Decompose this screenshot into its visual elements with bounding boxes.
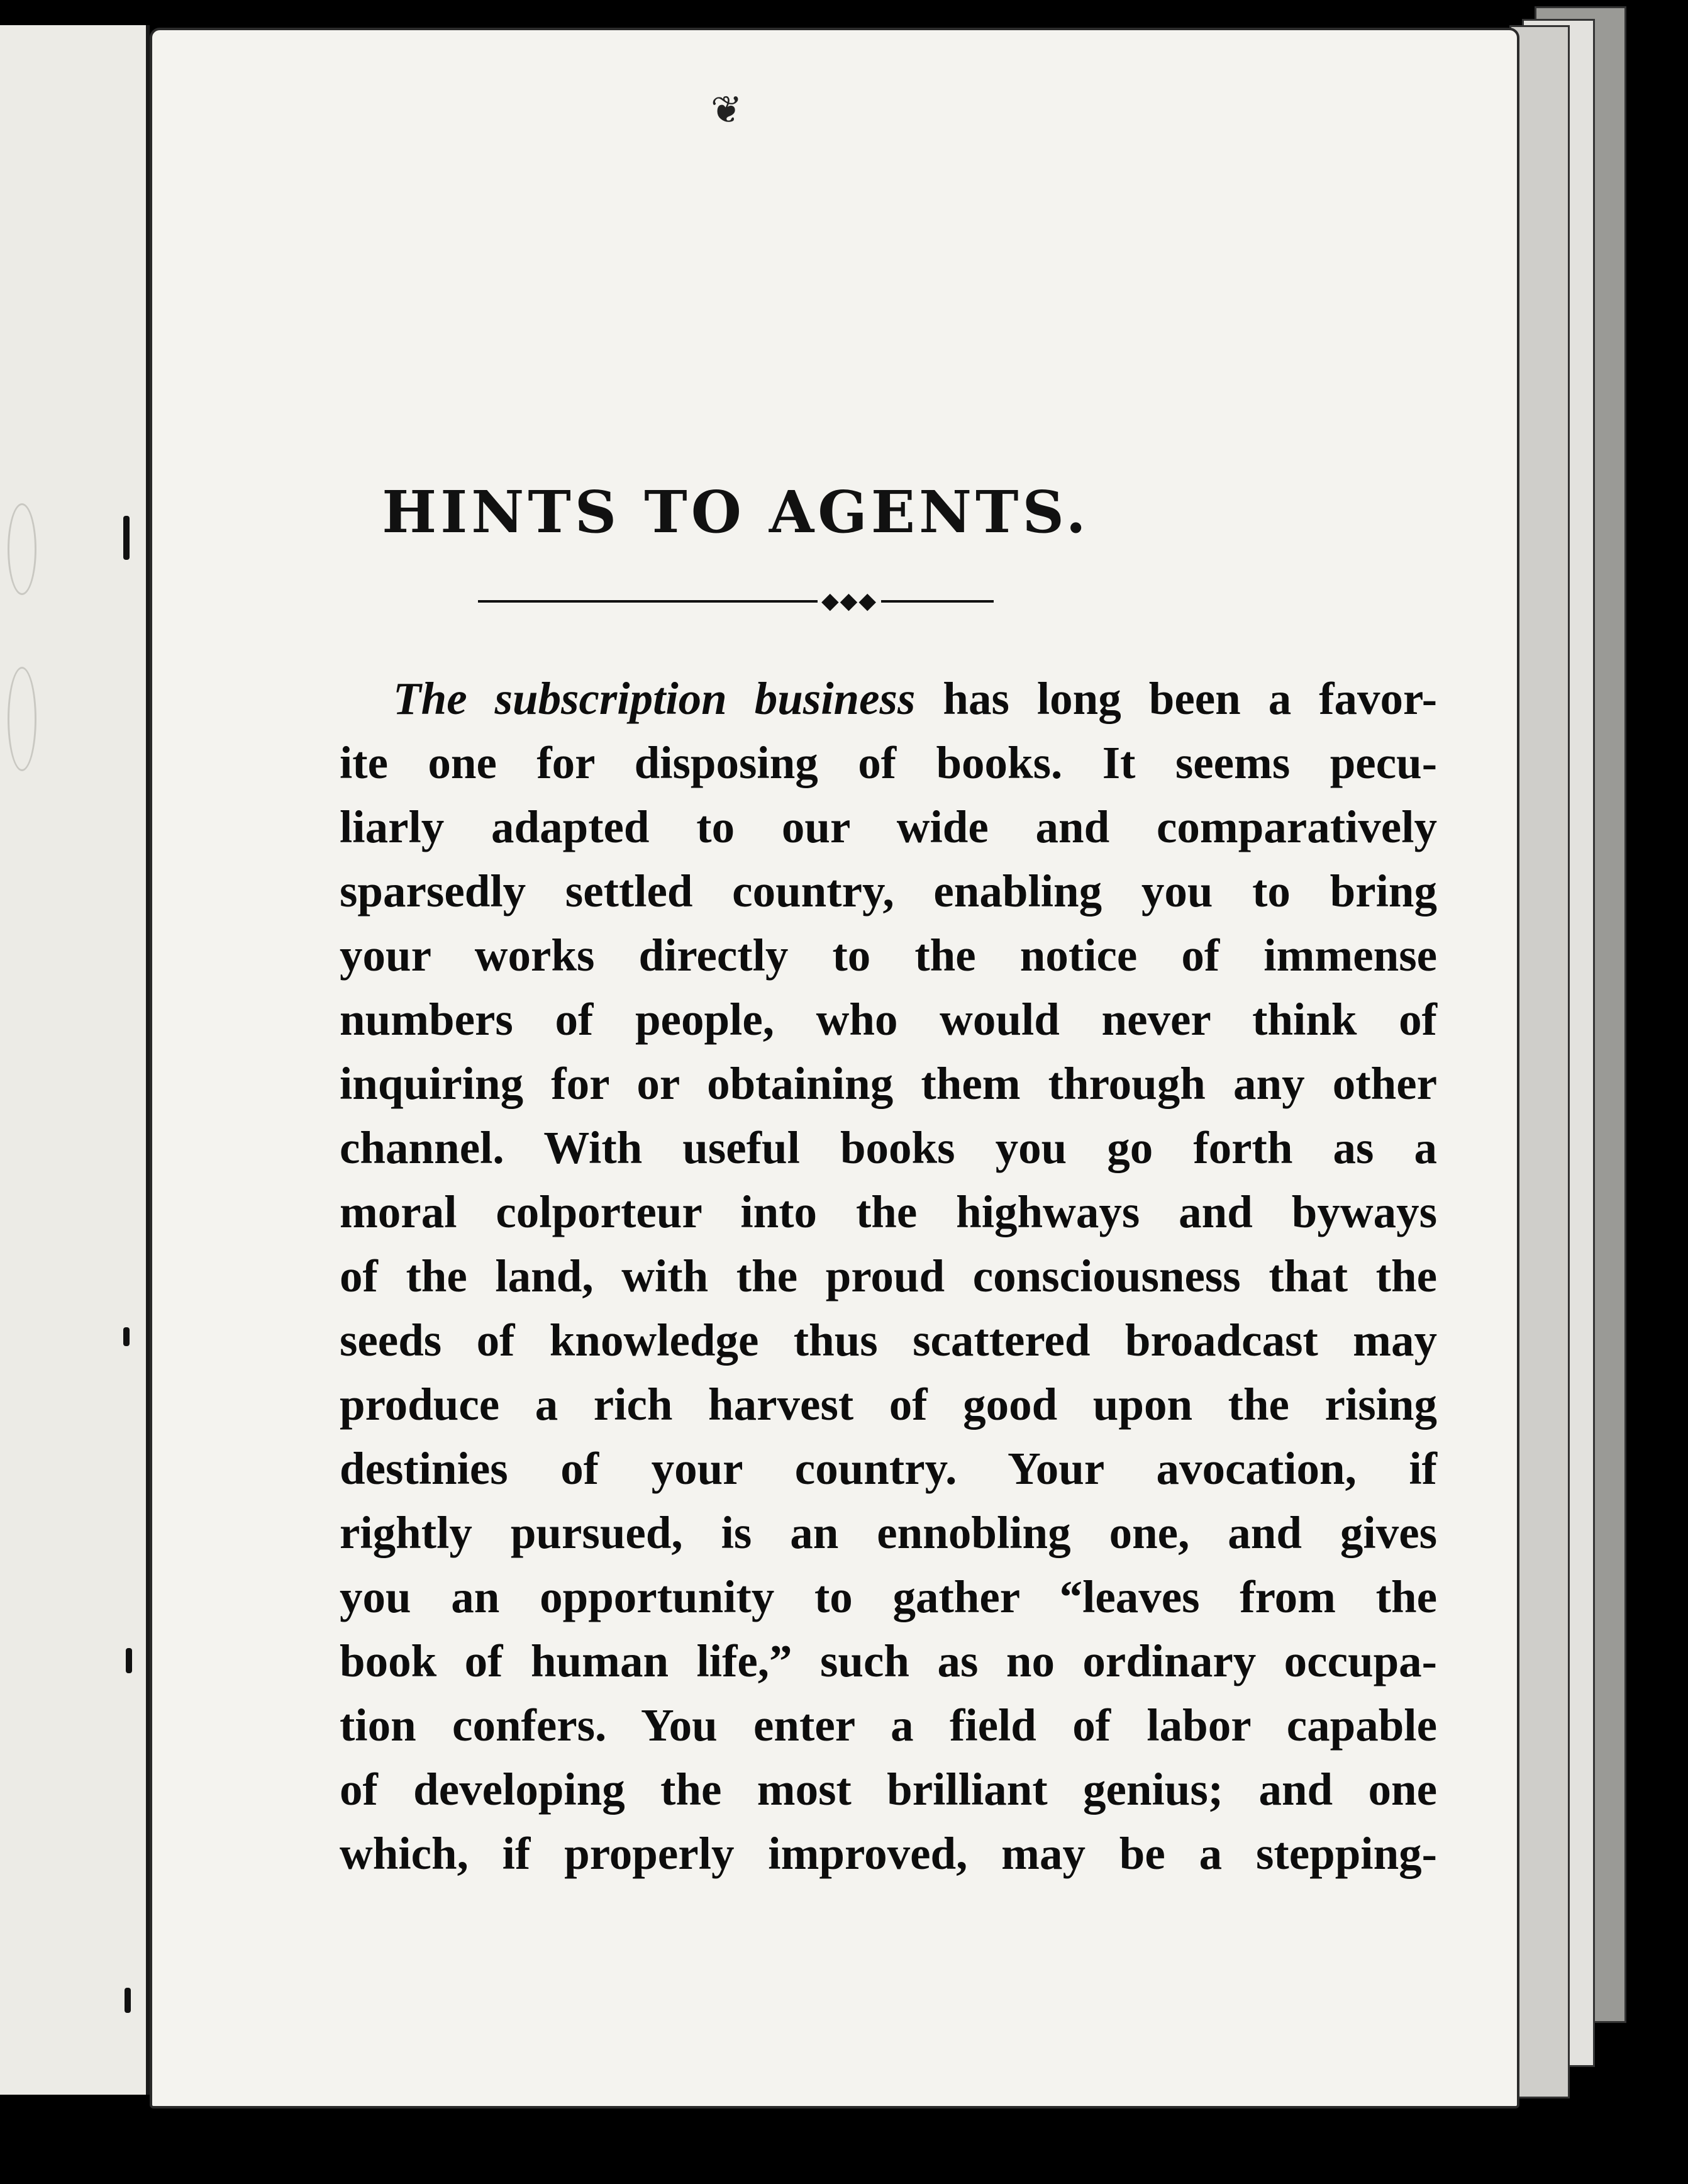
left-facing-page (0, 25, 150, 2095)
intro-emphasis: The subscription business (393, 673, 916, 724)
text-line: of developing the most brilliant genius; and one (340, 1764, 1437, 1815)
text-line: rightly pursued, is an ennobling one, and gives (340, 1507, 1437, 1558)
page-heading: HINTS TO AGENTS. (382, 478, 1090, 546)
text-line: The subscription business has long been a favor- (393, 673, 1438, 724)
text-line: you an opportunity to gather “leaves from the (340, 1571, 1437, 1622)
text-line: book of human life,” such as no ordinary occupa- (340, 1635, 1437, 1686)
ornament-icon: ❦ (711, 89, 743, 131)
divider-ornament-icon: ◆◆◆ (818, 588, 881, 614)
text-line: your works directly to the notice of immense (340, 930, 1437, 981)
text-line: which, if properly improved, may be a stepping- (340, 1828, 1437, 1879)
text-line: ite one for disposing of books. It seems pecu- (340, 737, 1437, 788)
text-line: numbers of people, who would never think of (340, 994, 1437, 1045)
text-line: inquiring for or obtaining them through any other (340, 1058, 1437, 1109)
bleed-mark (8, 503, 36, 595)
margin-mark (123, 1327, 130, 1346)
text-line: destinies of your country. Your avocation, if (340, 1443, 1437, 1494)
text-line: tion confers. You enter a field of labor capable (340, 1700, 1437, 1751)
margin-mark (126, 1648, 132, 1673)
bleed-mark (8, 667, 36, 771)
text-line: of the land, with the proud consciousness that the (340, 1251, 1437, 1301)
text-line: liarly adapted to our wide and comparatively (340, 801, 1437, 852)
text-line: produce a rich harvest of good upon the rising (340, 1379, 1437, 1430)
body-paragraph (340, 667, 1437, 1886)
text-line: moral colporteur into the highways and byways (340, 1186, 1437, 1237)
margin-mark (125, 1988, 131, 2013)
text-line: sparsedly settled country, enabling you to bring (340, 866, 1437, 916)
text-line: channel. With useful books you go forth as a (340, 1122, 1437, 1173)
margin-mark (123, 516, 130, 560)
text-line: seeds of knowledge thus scattered broadcast may (340, 1315, 1437, 1366)
divider-rule (478, 600, 994, 603)
